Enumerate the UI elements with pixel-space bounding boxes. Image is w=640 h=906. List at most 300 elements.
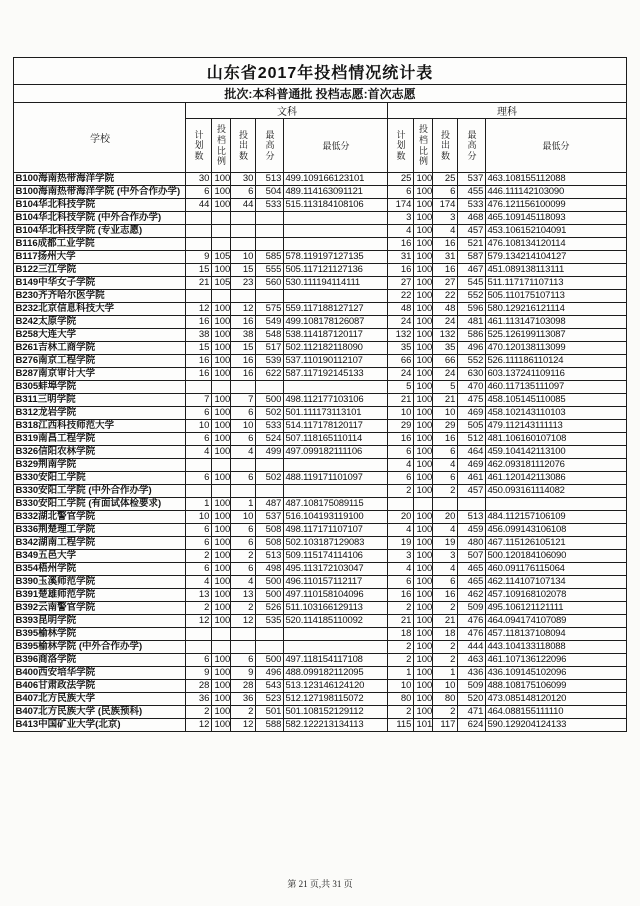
wk-plan-cell: 16 <box>186 316 212 329</box>
lk-ratio-cell <box>414 498 433 511</box>
wk-ratio-cell: 100 <box>212 693 231 706</box>
col-header-wk-min: 最低分 <box>284 119 388 173</box>
wk-min-cell: 515.113184108106 <box>284 199 388 212</box>
wk-min-cell: 520.114185110092 <box>284 615 388 628</box>
table-row <box>14 407 626 420</box>
lk-plan-cell: 4 <box>388 524 414 537</box>
wk-max-cell: 549 <box>256 316 284 329</box>
lk-out-cell: 22 <box>433 290 458 303</box>
wk-plan-cell: 15 <box>186 342 212 355</box>
lk-out-cell: 10 <box>433 407 458 420</box>
wk-min-cell: 530.111194114111 <box>284 277 388 290</box>
lk-ratio-cell: 100 <box>414 355 433 368</box>
lk-max-cell <box>458 498 486 511</box>
lk-out-cell: 117 <box>433 719 458 732</box>
wk-max-cell: 513 <box>256 173 284 186</box>
lk-ratio-cell: 100 <box>414 329 433 342</box>
lk-ratio-cell: 100 <box>414 511 433 524</box>
table-row <box>14 446 626 459</box>
wk-out-cell: 16 <box>231 316 256 329</box>
lk-max-cell: 476 <box>458 628 486 641</box>
lk-out-cell: 16 <box>433 589 458 602</box>
lk-ratio-cell: 100 <box>414 251 433 264</box>
col-header-lk-ratio <box>414 119 433 173</box>
wk-min-cell: 499.108178126087 <box>284 316 388 329</box>
lk-ratio-cell: 100 <box>414 589 433 602</box>
table-row <box>14 680 626 693</box>
wk-out-cell <box>231 485 256 498</box>
col-header-label: 投档比例 <box>216 124 226 167</box>
table-row <box>14 277 626 290</box>
lk-plan-cell: 4 <box>388 459 414 472</box>
table-row <box>14 368 626 381</box>
lk-out-cell: 16 <box>433 433 458 446</box>
school-name: B393昆明学院 <box>14 615 186 628</box>
lk-max-cell: 465 <box>458 563 486 576</box>
lk-ratio-cell: 100 <box>414 264 433 277</box>
school-name: B319南昌工程学院 <box>14 433 186 446</box>
wk-max-cell: 543 <box>256 680 284 693</box>
col-header-label: 最高分 <box>467 129 477 161</box>
lk-min-cell: 450.093161114082 <box>486 485 626 498</box>
table-row <box>14 394 626 407</box>
wk-out-cell: 13 <box>231 589 256 602</box>
lk-min-cell: 505.110175107113 <box>486 290 626 303</box>
wk-max-cell: 500 <box>256 654 284 667</box>
lk-max-cell: 459 <box>458 524 486 537</box>
wk-out-cell: 6 <box>231 524 256 537</box>
school-name: B330安阳工学院 (中外合作办学) <box>14 485 186 498</box>
lk-min-cell: 525.126199113087 <box>486 329 626 342</box>
wk-out-cell: 15 <box>231 342 256 355</box>
lk-out-cell: 6 <box>433 186 458 199</box>
wk-out-cell <box>231 628 256 641</box>
wk-min-cell: 514.117178120117 <box>284 420 388 433</box>
lk-max-cell: 521 <box>458 238 486 251</box>
lk-plan-cell: 3 <box>388 550 414 563</box>
lk-ratio-cell: 100 <box>414 563 433 576</box>
table-row <box>14 316 626 329</box>
lk-max-cell: 505 <box>458 420 486 433</box>
school-name: B312龙岩学院 <box>14 407 186 420</box>
table-row <box>14 355 626 368</box>
wk-plan-cell: 7 <box>186 394 212 407</box>
school-name: B330安阳工学院 (有面试体检要求) <box>14 498 186 511</box>
lk-max-cell: 464 <box>458 446 486 459</box>
lk-max-cell: 462 <box>458 589 486 602</box>
table-row <box>14 563 626 576</box>
lk-min-cell: 476.108134120114 <box>486 238 626 251</box>
lk-plan-cell: 27 <box>388 277 414 290</box>
school-name: B349五邑大学 <box>14 550 186 563</box>
wk-min-cell: 488.099182112095 <box>284 667 388 680</box>
lk-ratio-cell: 100 <box>414 212 433 225</box>
lk-min-cell: 459.104142113100 <box>486 446 626 459</box>
wk-plan-cell: 9 <box>186 251 212 264</box>
lk-min-cell: 451.089138113111 <box>486 264 626 277</box>
lk-max-cell: 455 <box>458 186 486 199</box>
lk-plan-cell: 4 <box>388 563 414 576</box>
lk-out-cell: 4 <box>433 459 458 472</box>
wk-out-cell: 6 <box>231 186 256 199</box>
lk-max-cell: 469 <box>458 459 486 472</box>
school-name: B413中国矿业大学(北京) <box>14 719 186 732</box>
table-head <box>14 58 626 173</box>
lk-ratio-cell: 100 <box>414 459 433 472</box>
lk-ratio-cell: 100 <box>414 199 433 212</box>
lk-max-cell: 444 <box>458 641 486 654</box>
school-name: B407北方民族大学 <box>14 693 186 706</box>
wk-plan-cell: 16 <box>186 355 212 368</box>
wk-plan-cell <box>186 641 212 654</box>
wk-max-cell: 496 <box>256 667 284 680</box>
wk-plan-cell: 6 <box>186 472 212 485</box>
lk-out-cell: 10 <box>433 680 458 693</box>
lk-ratio-cell: 100 <box>414 628 433 641</box>
wk-out-cell <box>231 238 256 251</box>
wk-min-cell: 507.118165110114 <box>284 433 388 446</box>
lk-ratio-cell: 100 <box>414 316 433 329</box>
wk-plan-cell: 2 <box>186 706 212 719</box>
lk-min-cell: 484.112157106109 <box>486 511 626 524</box>
wk-out-cell: 44 <box>231 199 256 212</box>
lk-ratio-cell: 100 <box>414 381 433 394</box>
lk-plan-cell: 2 <box>388 706 414 719</box>
wk-plan-cell: 6 <box>186 433 212 446</box>
lk-plan-cell: 20 <box>388 511 414 524</box>
wk-out-cell <box>231 641 256 654</box>
wk-out-cell: 6 <box>231 537 256 550</box>
wk-min-cell: 537.110190112107 <box>284 355 388 368</box>
table-row <box>14 199 626 212</box>
wk-out-cell <box>231 212 256 225</box>
wk-min-cell: 497.110158104096 <box>284 589 388 602</box>
wk-max-cell: 508 <box>256 524 284 537</box>
wk-max-cell: 508 <box>256 537 284 550</box>
wk-min-cell: 488.119171101097 <box>284 472 388 485</box>
wk-out-cell: 28 <box>231 680 256 693</box>
lk-max-cell: 520 <box>458 693 486 706</box>
wk-max-cell: 523 <box>256 693 284 706</box>
lk-max-cell: 552 <box>458 290 486 303</box>
school-name: B149中华女子学院 <box>14 277 186 290</box>
wk-min-cell: 516.104193119100 <box>284 511 388 524</box>
table-row <box>14 186 626 199</box>
wk-ratio-cell: 100 <box>212 186 231 199</box>
table-row <box>14 615 626 628</box>
wk-ratio-cell: 100 <box>212 589 231 602</box>
wk-plan-cell: 6 <box>186 654 212 667</box>
wk-min-cell: 502.103187129083 <box>284 537 388 550</box>
wk-out-cell: 36 <box>231 693 256 706</box>
lk-out-cell: 19 <box>433 537 458 550</box>
wk-max-cell: 537 <box>256 511 284 524</box>
wk-max-cell: 500 <box>256 576 284 589</box>
lk-min-cell: 461.107136122096 <box>486 654 626 667</box>
wk-out-cell: 16 <box>231 355 256 368</box>
table-row <box>14 238 626 251</box>
school-name: B342湖南工程学院 <box>14 537 186 550</box>
school-name: B400西安培华学院 <box>14 667 186 680</box>
wk-plan-cell: 28 <box>186 680 212 693</box>
lk-min-cell: 481.106160107108 <box>486 433 626 446</box>
wk-max-cell <box>256 238 284 251</box>
wk-max-cell: 535 <box>256 615 284 628</box>
lk-min-cell: 467.115126105121 <box>486 537 626 550</box>
wk-min-cell: 578.119197127135 <box>284 251 388 264</box>
col-header-lk-plan <box>388 119 414 173</box>
lk-min-cell: 457.118137108094 <box>486 628 626 641</box>
wk-plan-cell <box>186 628 212 641</box>
lk-min-cell: 458.105145110085 <box>486 394 626 407</box>
wk-out-cell: 30 <box>231 173 256 186</box>
lk-out-cell: 21 <box>433 394 458 407</box>
school-name: B287南京审计大学 <box>14 368 186 381</box>
school-name: B261吉林工商学院 <box>14 342 186 355</box>
wk-plan-cell: 1 <box>186 498 212 511</box>
school-name: B116成都工业学院 <box>14 238 186 251</box>
wk-ratio-cell <box>212 485 231 498</box>
table-row <box>14 329 626 342</box>
lk-max-cell: 457 <box>458 225 486 238</box>
lk-ratio-cell: 100 <box>414 407 433 420</box>
wk-ratio-cell: 100 <box>212 303 231 316</box>
lk-out-cell: 1 <box>433 667 458 680</box>
lk-ratio-cell: 100 <box>414 277 433 290</box>
lk-ratio-cell: 100 <box>414 550 433 563</box>
lk-max-cell: 463 <box>458 654 486 667</box>
col-header-label: 最高分 <box>265 129 275 161</box>
wk-ratio-cell <box>212 381 231 394</box>
wk-max-cell: 585 <box>256 251 284 264</box>
lk-min-cell: 579.134214104127 <box>486 251 626 264</box>
lk-out-cell: 25 <box>433 173 458 186</box>
lk-min-cell: 464.088155111110 <box>486 706 626 719</box>
wk-out-cell: 10 <box>231 251 256 264</box>
wk-out-cell <box>231 459 256 472</box>
lk-max-cell: 630 <box>458 368 486 381</box>
lk-plan-cell: 3 <box>388 212 414 225</box>
lk-out-cell: 27 <box>433 277 458 290</box>
lk-plan-cell: 2 <box>388 641 414 654</box>
lk-plan-cell: 16 <box>388 238 414 251</box>
wk-out-cell: 12 <box>231 303 256 316</box>
wk-out-cell: 23 <box>231 277 256 290</box>
table-row <box>14 524 626 537</box>
lk-min-cell: 460.091176115064 <box>486 563 626 576</box>
wk-plan-cell: 10 <box>186 511 212 524</box>
wk-ratio-cell: 100 <box>212 602 231 615</box>
lk-min-cell: 526.111186110124 <box>486 355 626 368</box>
school-name: B122三江学院 <box>14 264 186 277</box>
table-row <box>14 472 626 485</box>
wk-plan-cell: 6 <box>186 563 212 576</box>
wk-max-cell: 526 <box>256 602 284 615</box>
lk-max-cell: 513 <box>458 511 486 524</box>
wk-min-cell: 498.117171107107 <box>284 524 388 537</box>
lk-out-cell: 3 <box>433 212 458 225</box>
table-row <box>14 550 626 563</box>
school-name: B329荆南学院 <box>14 459 186 472</box>
lk-out-cell: 6 <box>433 446 458 459</box>
school-name: B332湖北警官学院 <box>14 511 186 524</box>
lk-min-cell: 462.093181112076 <box>486 459 626 472</box>
wk-out-cell: 2 <box>231 550 256 563</box>
lk-plan-cell: 19 <box>388 537 414 550</box>
wk-max-cell: 560 <box>256 277 284 290</box>
school-name: B326信阳农林学院 <box>14 446 186 459</box>
lk-max-cell: 457 <box>458 485 486 498</box>
lk-plan-cell: 6 <box>388 576 414 589</box>
lk-plan-cell: 115 <box>388 719 414 732</box>
wk-min-cell: 511.103166129113 <box>284 602 388 615</box>
table-row <box>14 459 626 472</box>
lk-ratio-cell: 101 <box>414 719 433 732</box>
wk-ratio-cell: 100 <box>212 394 231 407</box>
wk-ratio-cell: 100 <box>212 680 231 693</box>
col-header-label: 投档比例 <box>418 124 428 167</box>
wk-plan-cell: 12 <box>186 719 212 732</box>
wk-out-cell <box>231 225 256 238</box>
lk-out-cell: 2 <box>433 706 458 719</box>
wk-ratio-cell: 100 <box>212 654 231 667</box>
school-name: B305蚌埠学院 <box>14 381 186 394</box>
lk-min-cell: 461.120142113086 <box>486 472 626 485</box>
table-row <box>14 264 626 277</box>
wk-max-cell <box>256 225 284 238</box>
table-row <box>14 706 626 719</box>
wk-ratio-cell: 100 <box>212 511 231 524</box>
school-name: B354梧州学院 <box>14 563 186 576</box>
wk-plan-cell: 9 <box>186 667 212 680</box>
col-header-label: 计划数 <box>194 129 204 161</box>
table-row <box>14 602 626 615</box>
lk-min-cell <box>486 498 626 511</box>
lk-out-cell: 4 <box>433 563 458 576</box>
school-name: B242太原学院 <box>14 316 186 329</box>
school-name: B396商洛学院 <box>14 654 186 667</box>
lk-plan-cell: 6 <box>388 186 414 199</box>
table-row <box>14 693 626 706</box>
lk-min-cell: 590.129204124133 <box>486 719 626 732</box>
lk-plan-cell: 25 <box>388 173 414 186</box>
school-name: B395榆林学院 <box>14 628 186 641</box>
table-row <box>14 212 626 225</box>
page-title: 山东省2017年投档情况统计表 <box>14 58 626 85</box>
lk-out-cell: 29 <box>433 420 458 433</box>
wk-max-cell <box>256 485 284 498</box>
column-group-wenke: 文科 <box>186 103 388 119</box>
lk-min-cell: 436.109145102096 <box>486 667 626 680</box>
lk-min-cell: 500.120184106090 <box>486 550 626 563</box>
lk-out-cell: 24 <box>433 368 458 381</box>
lk-out-cell: 2 <box>433 641 458 654</box>
column-header-school: 学校 <box>14 103 186 173</box>
school-name: B390玉溪师范学院 <box>14 576 186 589</box>
wk-ratio-cell: 100 <box>212 706 231 719</box>
lk-max-cell: 467 <box>458 264 486 277</box>
lk-plan-cell: 4 <box>388 225 414 238</box>
wk-ratio-cell: 100 <box>212 615 231 628</box>
wk-out-cell: 1 <box>231 498 256 511</box>
lk-ratio-cell: 100 <box>414 654 433 667</box>
table-row <box>14 290 626 303</box>
lk-max-cell: 470 <box>458 381 486 394</box>
wk-ratio-cell: 100 <box>212 420 231 433</box>
wk-min-cell: 587.117192145133 <box>284 368 388 381</box>
table-row <box>14 251 626 264</box>
wk-plan-cell <box>186 225 212 238</box>
lk-ratio-cell: 100 <box>414 641 433 654</box>
lk-max-cell: 507 <box>458 550 486 563</box>
wk-ratio-cell <box>212 238 231 251</box>
lk-ratio-cell: 100 <box>414 667 433 680</box>
wk-max-cell: 498 <box>256 563 284 576</box>
lk-out-cell: 48 <box>433 303 458 316</box>
lk-min-cell: 473.085148120120 <box>486 693 626 706</box>
col-header-wk-max <box>256 119 284 173</box>
lk-plan-cell: 18 <box>388 628 414 641</box>
school-name: B100海南热带海洋学院 (中外合作办学) <box>14 186 186 199</box>
lk-plan-cell: 35 <box>388 342 414 355</box>
wk-max-cell <box>256 459 284 472</box>
lk-max-cell: 480 <box>458 537 486 550</box>
lk-min-cell: 476.121156100099 <box>486 199 626 212</box>
school-name: B104华北科技学院 (专业志愿) <box>14 225 186 238</box>
lk-out-cell: 24 <box>433 316 458 329</box>
lk-max-cell: 537 <box>458 173 486 186</box>
school-name: B104华北科技学院 <box>14 199 186 212</box>
lk-min-cell: 453.106152104091 <box>486 225 626 238</box>
wk-ratio-cell <box>212 459 231 472</box>
wk-ratio-cell: 100 <box>212 472 231 485</box>
col-header-wk-ratio <box>212 119 231 173</box>
lk-ratio-cell: 100 <box>414 420 433 433</box>
lk-ratio-cell: 100 <box>414 368 433 381</box>
wk-plan-cell: 10 <box>186 420 212 433</box>
school-name: B104华北科技学院 (中外合作办学) <box>14 212 186 225</box>
wk-out-cell: 6 <box>231 563 256 576</box>
lk-max-cell: 596 <box>458 303 486 316</box>
lk-plan-cell: 2 <box>388 485 414 498</box>
lk-ratio-cell: 100 <box>414 433 433 446</box>
lk-plan-cell: 24 <box>388 316 414 329</box>
lk-out-cell: 3 <box>433 550 458 563</box>
table-row <box>14 173 626 186</box>
lk-out-cell: 35 <box>433 342 458 355</box>
batch-info: 批次:本科普通批 投档志愿:首次志愿 <box>14 85 626 103</box>
wk-plan-cell: 2 <box>186 550 212 563</box>
lk-plan-cell: 31 <box>388 251 414 264</box>
lk-out-cell: 2 <box>433 654 458 667</box>
wk-plan-cell <box>186 459 212 472</box>
wk-out-cell: 4 <box>231 446 256 459</box>
wk-ratio-cell: 100 <box>212 329 231 342</box>
lk-plan-cell: 6 <box>388 446 414 459</box>
wk-max-cell: 504 <box>256 186 284 199</box>
wk-out-cell: 12 <box>231 719 256 732</box>
lk-out-cell: 20 <box>433 511 458 524</box>
lk-min-cell: 463.108155112088 <box>486 173 626 186</box>
lk-max-cell: 471 <box>458 706 486 719</box>
lk-out-cell: 2 <box>433 602 458 615</box>
lk-max-cell: 475 <box>458 394 486 407</box>
lk-min-cell: 456.099143106108 <box>486 524 626 537</box>
wk-out-cell: 7 <box>231 394 256 407</box>
lk-min-cell: 458.102143110103 <box>486 407 626 420</box>
school-name: B311三明学院 <box>14 394 186 407</box>
wk-ratio-cell <box>212 225 231 238</box>
